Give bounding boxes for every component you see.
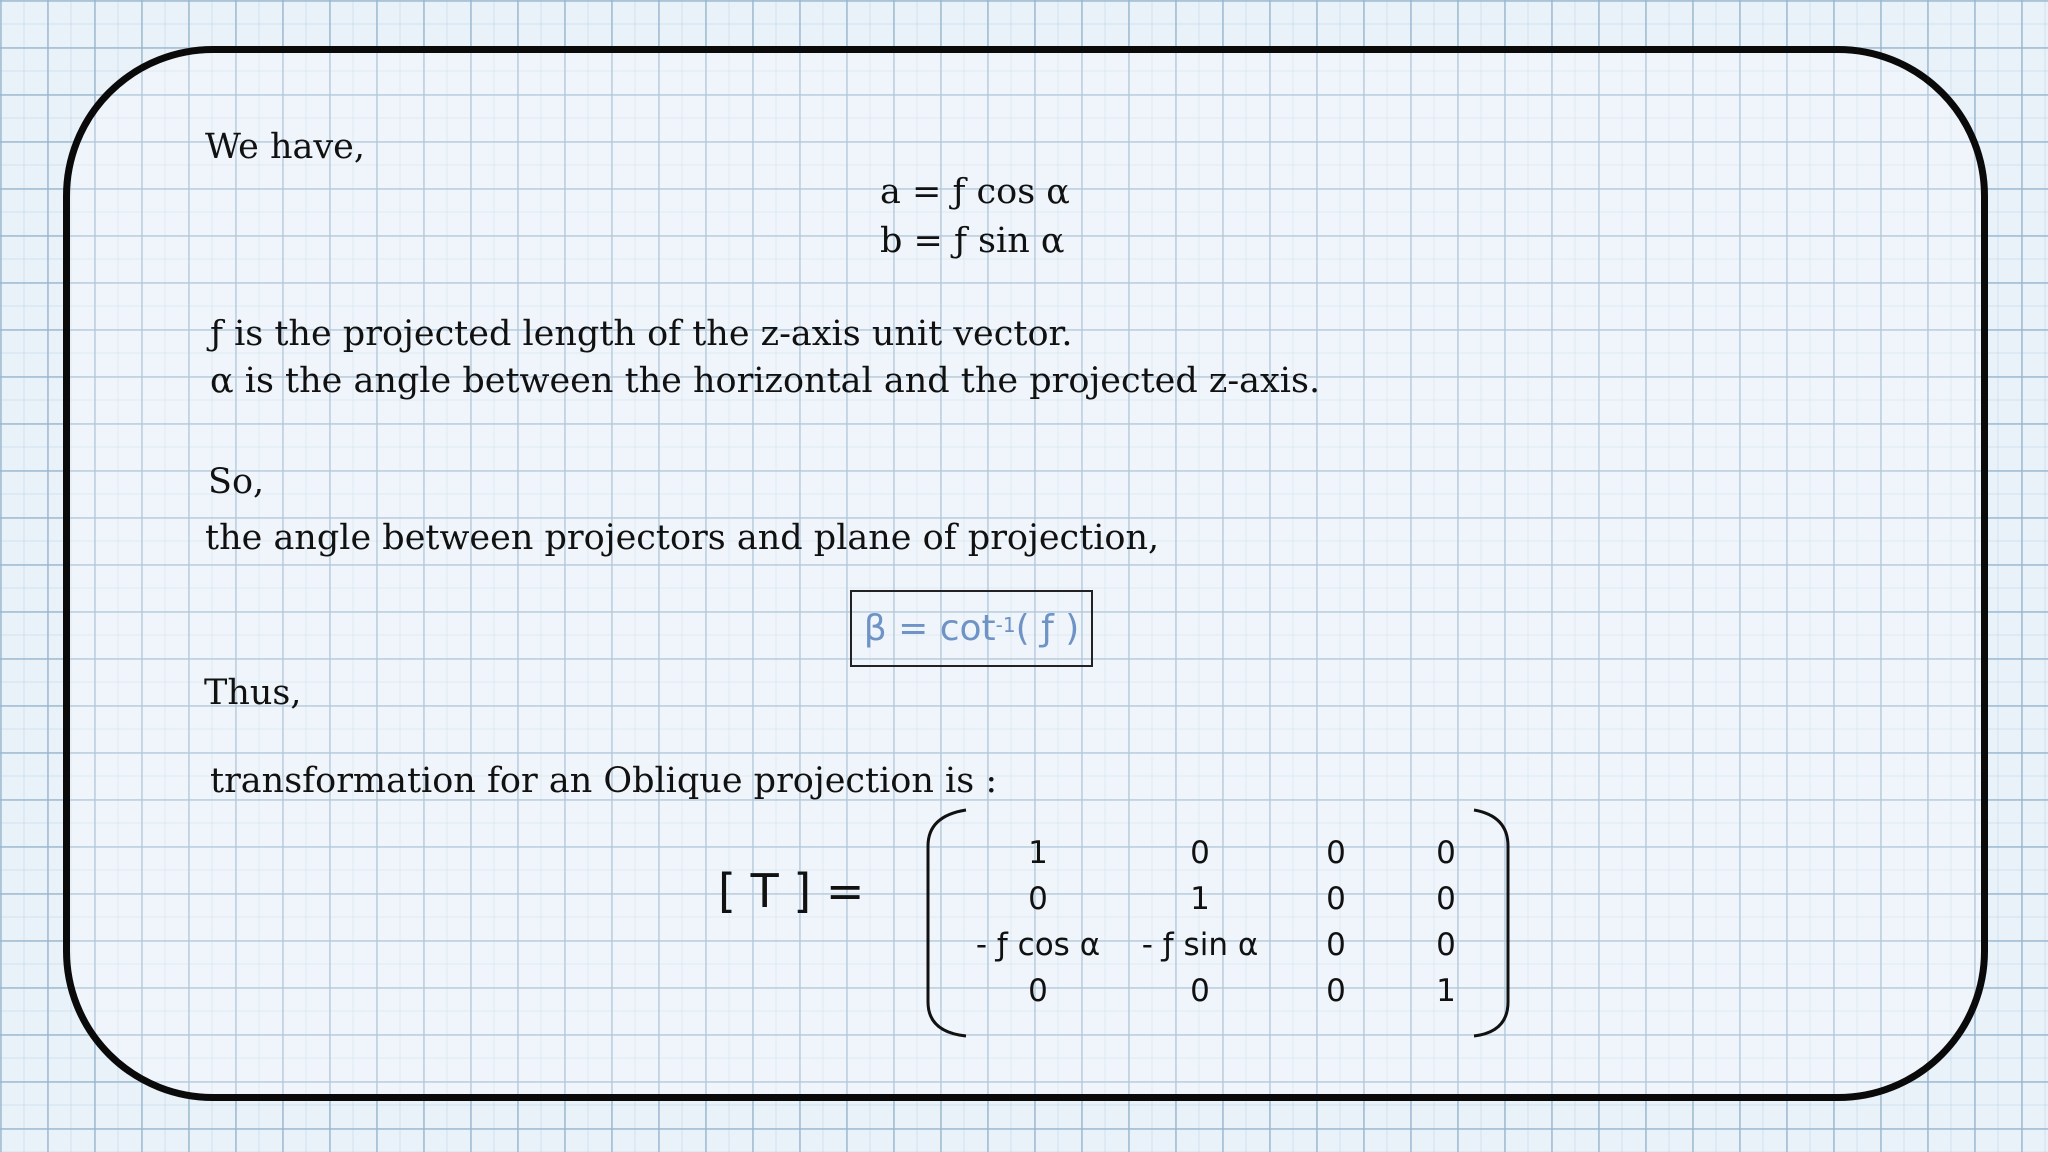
f-definition: ƒ is the projected length of the z-axis unit vector. bbox=[210, 314, 1073, 354]
matrix-cell-r3-c3: 0 bbox=[1326, 927, 1346, 963]
matrix-cell-r4-c2: 0 bbox=[1190, 973, 1210, 1009]
matrix-brackets bbox=[920, 806, 1520, 1040]
matrix-label: [ T ] = bbox=[718, 864, 865, 918]
angle-text: the angle between projectors and plane of projection, bbox=[205, 518, 1160, 558]
matrix-right-bracket bbox=[1474, 810, 1508, 1036]
thus-label: Thus, bbox=[204, 673, 302, 713]
matrix-cell-r1-c2: 0 bbox=[1190, 835, 1210, 871]
matrix-cell-r4-c4: 1 bbox=[1436, 973, 1456, 1009]
matrix-cell-r1-c1: 1 bbox=[1028, 835, 1048, 871]
matrix-cell-r1-c3: 0 bbox=[1326, 835, 1346, 871]
transform-text: transformation for an Oblique projection is : bbox=[210, 761, 998, 801]
intro-text: We have, bbox=[205, 127, 365, 167]
matrix-cell-r3-c1: - ƒ cos α bbox=[975, 927, 1101, 963]
matrix-cell-r1-c4: 0 bbox=[1436, 835, 1456, 871]
beta-formula-exponent: -1 bbox=[995, 612, 1016, 637]
matrix-cell-r3-c4: 0 bbox=[1436, 927, 1456, 963]
matrix-cell-r2-c3: 0 bbox=[1326, 881, 1346, 917]
beta-formula-box bbox=[850, 590, 1093, 667]
matrix-cell-r4-c1: 0 bbox=[1028, 973, 1048, 1009]
beta-formula-rhs: ( ƒ ) bbox=[1015, 608, 1080, 649]
matrix-cell-r2-c4: 0 bbox=[1436, 881, 1456, 917]
matrix-cell-r2-c1: 0 bbox=[1028, 881, 1048, 917]
so-label: So, bbox=[208, 462, 265, 502]
matrix-left-bracket bbox=[928, 810, 966, 1036]
equation-b: b = ƒ sin α bbox=[880, 221, 1065, 261]
equation-a: a = ƒ cos α bbox=[880, 172, 1070, 212]
matrix-cell-r4-c3: 0 bbox=[1326, 973, 1346, 1009]
beta-formula-lhs: β = cot bbox=[863, 608, 996, 649]
matrix-cell-r2-c2: 1 bbox=[1190, 881, 1210, 917]
matrix-cell-r3-c2: - ƒ sin α bbox=[1141, 927, 1259, 963]
alpha-definition: α is the angle between the horizontal and the projected z-axis. bbox=[210, 361, 1321, 401]
